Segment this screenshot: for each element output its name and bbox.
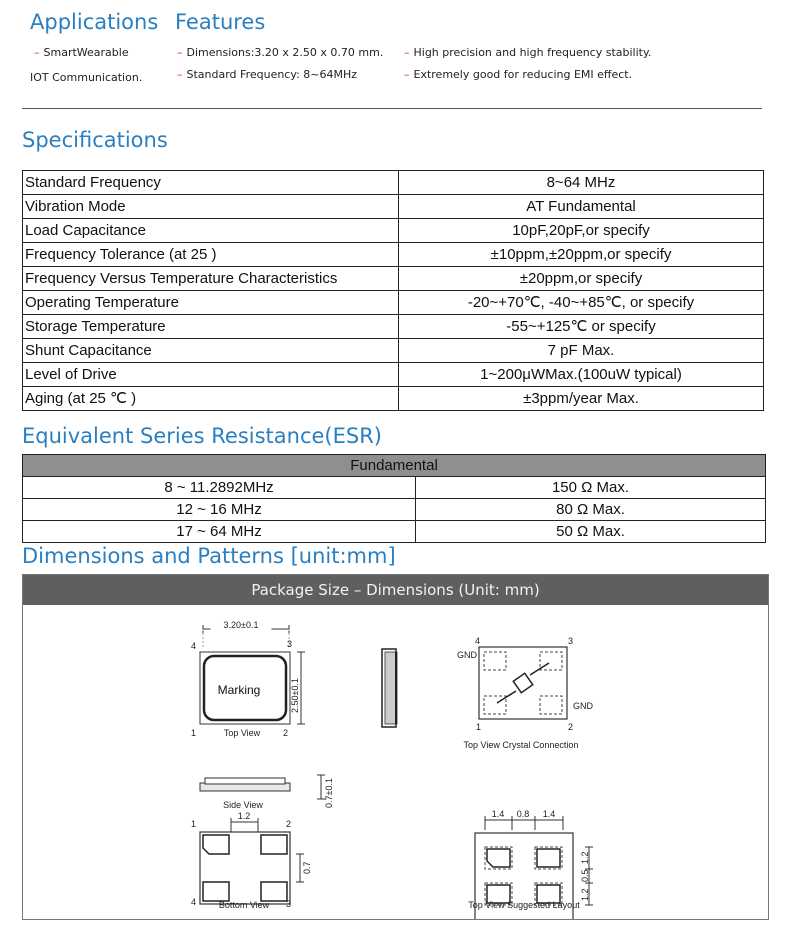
spec-label: Storage Temperature [23,315,399,339]
side-view-caption: Side View [223,800,263,810]
table-row [23,387,764,411]
top-view-width-label: 3.20±0.1 [223,620,259,630]
esr-value: 80 Ω Max. [416,499,766,521]
spec-label: Frequency Tolerance (at 25 ) [23,243,399,267]
application-item: – SmartWearable [34,46,129,59]
suggested-layout-drawing [468,809,593,919]
pin-label: 3 [568,636,574,646]
table-row [23,315,764,339]
spec-value: ±3ppm/year Max. [399,387,764,411]
spec-label: Operating Temperature [23,291,399,315]
pin-label: 2 [283,728,289,738]
specifications-table [22,170,764,411]
table-row [23,171,764,195]
table-row [23,521,766,543]
table-row [23,195,764,219]
pin-label: 1 [476,722,482,732]
spec-value: -20~+70℃, -40~+85℃, or specify [399,291,764,315]
pin-label: 2 [568,722,574,732]
esr-value: 50 Ω Max. [416,521,766,543]
spec-value: ±10ppm,±20ppm,or specify [399,243,764,267]
feature-item: – Extremely good for reducing EMI effect. [404,68,633,81]
spec-value: ±20ppm,or specify [399,267,764,291]
side-view-drawing [200,775,334,810]
bottom-view-gap-label: 0.7 [302,861,312,874]
features-title: Features [175,10,266,34]
esr-table [22,454,766,543]
pin-label: 4 [191,897,197,907]
spec-label: Standard Frequency [23,171,399,195]
top-view-height-label: 2.50±0.1 [290,678,300,713]
pin-label: 2 [286,819,292,829]
layout-dim-label: 1.4 [491,809,505,819]
gnd-label: GND [457,650,477,660]
gnd-label: GND [573,701,593,711]
layout-dim-label: 0.5 [580,869,590,882]
spec-value: 10pF,20pF,or specify [399,219,764,243]
spec-value: 1~200μWMax.(100uW typical) [399,363,764,387]
layout-dim-label: 0.8 [516,809,530,819]
table-row [23,219,764,243]
feature-item: – Standard Frequency: 8~64MHz [177,68,358,81]
spec-label: Level of Drive [23,363,399,387]
pin-label: 3 [287,639,293,649]
table-row [23,499,766,521]
esr-header: Fundamental [23,455,766,477]
bottom-view-drawing [191,811,312,910]
table-row [23,477,766,499]
spec-value: 7 pF Max. [399,339,764,363]
feature-item: – Dimensions:3.20 x 2.50 x 0.70 mm. [177,46,384,59]
package-size-header: Package Size – Dimensions (Unit: mm) [23,575,768,605]
side-profile-drawing [382,649,397,727]
pin-label: 1 [191,728,197,738]
spec-label: Load Capacitance [23,219,399,243]
layout-dim-label: 1.4 [542,809,556,819]
spec-value: -55~+125℃ or specify [399,315,764,339]
package-size-panel [22,574,769,920]
spec-value: 8~64 MHz [399,171,764,195]
bottom-view-caption: Bottom View [218,900,270,910]
bottom-view-pad-label: 1.2 [237,811,251,821]
layout-dim-label: 1.2 [580,851,590,864]
spec-value: AT Fundamental [399,195,764,219]
table-row [23,243,764,267]
top-view-caption: Top View [223,728,261,738]
divider [22,108,762,109]
side-view-thickness-label: 0.7±0.1 [324,778,334,808]
esr-title: Equivalent Series Resistance(ESR) [22,424,383,448]
pin-label: 1 [191,819,197,829]
pin-label: 3 [286,899,292,909]
marking-label: Marking [217,683,261,697]
top-view-drawing [191,617,305,738]
spec-label: Shunt Capacitance [23,339,399,363]
spec-label: Aging (at 25 ℃ ) [23,387,399,411]
pin-label: 4 [191,641,197,651]
table-row [23,267,764,291]
table-row [23,339,764,363]
crystal-connection-caption: Top View Crystal Connection [463,740,579,750]
specifications-title: Specifications [22,128,168,152]
esr-range: 8 ~ 11.2892MHz [23,477,416,499]
esr-range: 17 ~ 64 MHz [23,521,416,543]
crystal-connection-drawing [457,636,594,750]
dimensions-title: Dimensions and Patterns [unit:mm] [22,544,396,568]
esr-value: 150 Ω Max. [416,477,766,499]
dimension-drawings [23,605,768,919]
spec-label: Vibration Mode [23,195,399,219]
table-row [23,291,764,315]
application-item: IOT Communication. [30,71,143,84]
layout-dim-label: 1.2 [580,888,590,901]
pin-label: 4 [475,636,481,646]
table-row [23,363,764,387]
feature-item: – High precision and high frequency stability. [404,46,652,59]
table-header-row [23,455,766,477]
applications-title: Applications [30,10,159,34]
esr-range: 12 ~ 16 MHz [23,499,416,521]
suggested-layout-caption: Top View Suggested Layout [468,900,580,910]
spec-label: Frequency Versus Temperature Characteristics [23,267,399,291]
